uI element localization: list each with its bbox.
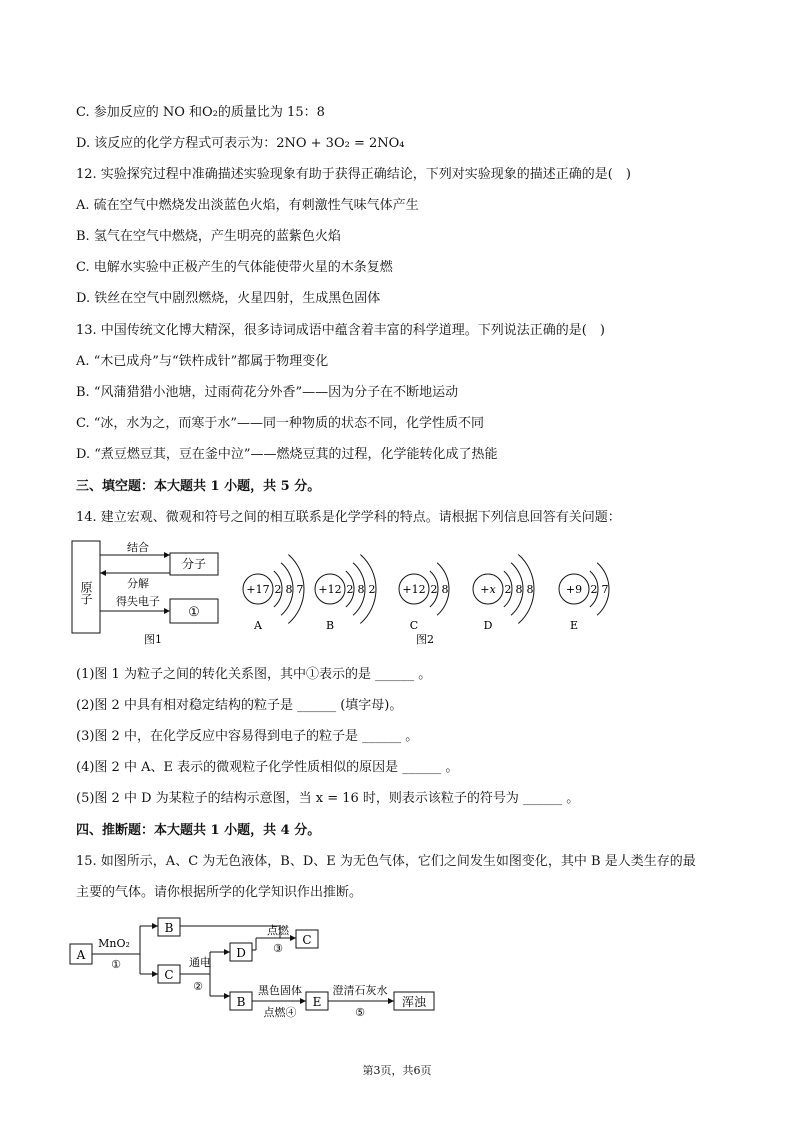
question-13: 13. 中国传统文化博大精深，很多诗词成语中蕴含着丰富的科学道理。下列说法正确的是( ) [76,323,605,338]
particle-A [243,554,304,632]
option-11c: C. 参加反应的 NO 和O₂的质量比为 15：8 [76,105,325,120]
subquestion-3: (3)图 2 中，在化学反应中容易得到电子的粒子是 ______ 。 [76,729,419,744]
node-D: D [236,946,246,960]
particle-C [399,563,449,632]
nucleus-charge-D: +x [480,583,496,596]
blacksolid-label: 黑色固体 [258,984,302,997]
gainloss-label: 得失电子 [116,595,160,608]
unknown-label: ① [188,605,200,620]
shell-count-D-2: 8 [515,583,523,596]
turbid-label: 浑浊 [401,995,427,1009]
node-E: E [312,995,322,1009]
question-15-line2: 主要的气体。请你根据所学的化学知识作出推断。 [76,885,363,900]
section-3-heading: 三、填空题：本大题共 1 小题，共 5 分。 [76,479,321,494]
question-12: 12. 实验探究过程中准确描述实验现象有助于获得正确结论，下列对实验现象的描述正确的是( ) [76,167,631,182]
particle-label-B: B [325,619,335,632]
shell-count-A-1: 2 [274,583,282,596]
option-12d: D. 铁丝在空气中剧烈燃烧，火星四射，生成黑色固体 [76,291,381,306]
shell-count-B-2: 8 [357,583,365,596]
limewater-label: 澄清石灰水 [332,984,388,997]
ignite-label-4: 点燃④ [263,1006,297,1019]
shell-count-C-2: 8 [441,583,449,596]
question-15-line1: 15. 如图所示，A、C 为无色液体，B、D、E 为无色气体，它们之间发生如图变化，其中 B 是人类生存的最 [76,854,696,869]
nucleus-charge-E: +9 [565,583,583,596]
option-12c: C. 电解水实验中正极产生的气体能使带火星的木条复燃 [76,260,393,275]
nucleus-charge-A: +17 [246,583,270,596]
fig2-caption: 图2 [416,633,434,645]
shell-count-D-1: 2 [504,583,512,596]
atom-label: 原子 [79,581,93,605]
section-4-heading: 四、推断题：本大题共 1 小题，共 4 分。 [76,823,321,838]
subquestion-1: (1)图 1 为粒子之间的转化关系图，其中①表示的是 ______ 。 [76,667,432,682]
option-11d: D. 该反应的化学方程式可表示为：2NO + 3O₂ = 2NO₄ [76,136,405,151]
shell-count-B-1: 2 [346,583,354,596]
molecule-label: 分子 [181,557,207,571]
step-3: ③ [273,942,283,955]
fig1-caption: 图1 [144,633,162,645]
step-2: ② [193,980,203,993]
node-B-top: B [164,921,174,935]
node-C-right: C [302,933,312,947]
option-13a: A. “木已成舟”与“铁杵成针”都属于物理变化 [76,354,329,369]
figure-3-flow [60,910,460,1030]
option-12a: A. 硫在空气中燃烧发出淡蓝色火焰，有刺激性气味气体产生 [76,198,419,213]
node-A: A [76,948,86,962]
combine-label: 结合 [127,541,149,554]
particle-label-A: A [254,619,262,632]
page-footer: 第3页，共6页 [362,1064,432,1077]
particle-label-D: D [483,619,493,632]
subquestion-4: (4)图 2 中 A、E 表示的微观粒子化学性质相似的原因是 ______ 。 [76,760,459,775]
subquestion-2: (2)图 2 中具有相对稳定结构的粒子是 ______ (填字母)。 [76,698,403,713]
option-12b: B. 氢气在空气中燃烧，产生明亮的蓝紫色火焰 [76,229,341,244]
shell-count-B-3: 2 [368,583,376,596]
subquestion-5: (5)图 2 中 D 为某粒子的结构示意图，当 x = 16 时，则表示该粒子的符号为 ______ 。 [76,791,580,806]
particle-D [473,554,534,632]
shell-count-A-3: 7 [296,583,304,596]
shell-count-A-2: 8 [285,583,293,596]
catalyst-label: MnO₂ [98,937,130,950]
particle-E [559,563,609,632]
particle-label-C: C [409,619,419,632]
shell-count-D-3: 8 [526,583,534,596]
node-B-bottom: B [236,995,246,1009]
shell-count-E-1: 2 [590,583,598,596]
node-C-middle: C [164,968,174,982]
shell-count-C-1: 2 [430,583,438,596]
nucleus-charge-C: +12 [402,583,426,596]
option-13b: B. “风蒲猎猎小池塘，过雨荷花分外香”——因为分子在不断地运动 [76,385,459,400]
ignite-label-3: 点燃 [267,924,289,937]
electrolysis-label: 通电 [189,956,211,969]
particle-B [315,554,376,632]
question-14: 14. 建立宏观、微观和符号之间的相互联系是化学学科的特点。请根据下列信息回答有关问题： [76,510,621,525]
step-1: ① [111,958,121,971]
option-13d: D. “煮豆燃豆萁，豆在釜中泣”——燃烧豆萁的过程，化学能转化成了热能 [76,447,498,462]
figure-2 [243,554,609,632]
nucleus-charge-B: +12 [318,583,342,596]
figure-1-2 [60,535,620,645]
particle-label-E: E [569,619,579,632]
step-5: ⑤ [355,1006,365,1019]
decompose-label: 分解 [127,577,149,590]
shell-count-E-2: 7 [601,583,609,596]
option-13c: C. “冰，水为之，而寒于水”——同一种物质的状态不同，化学性质不同 [76,416,485,431]
